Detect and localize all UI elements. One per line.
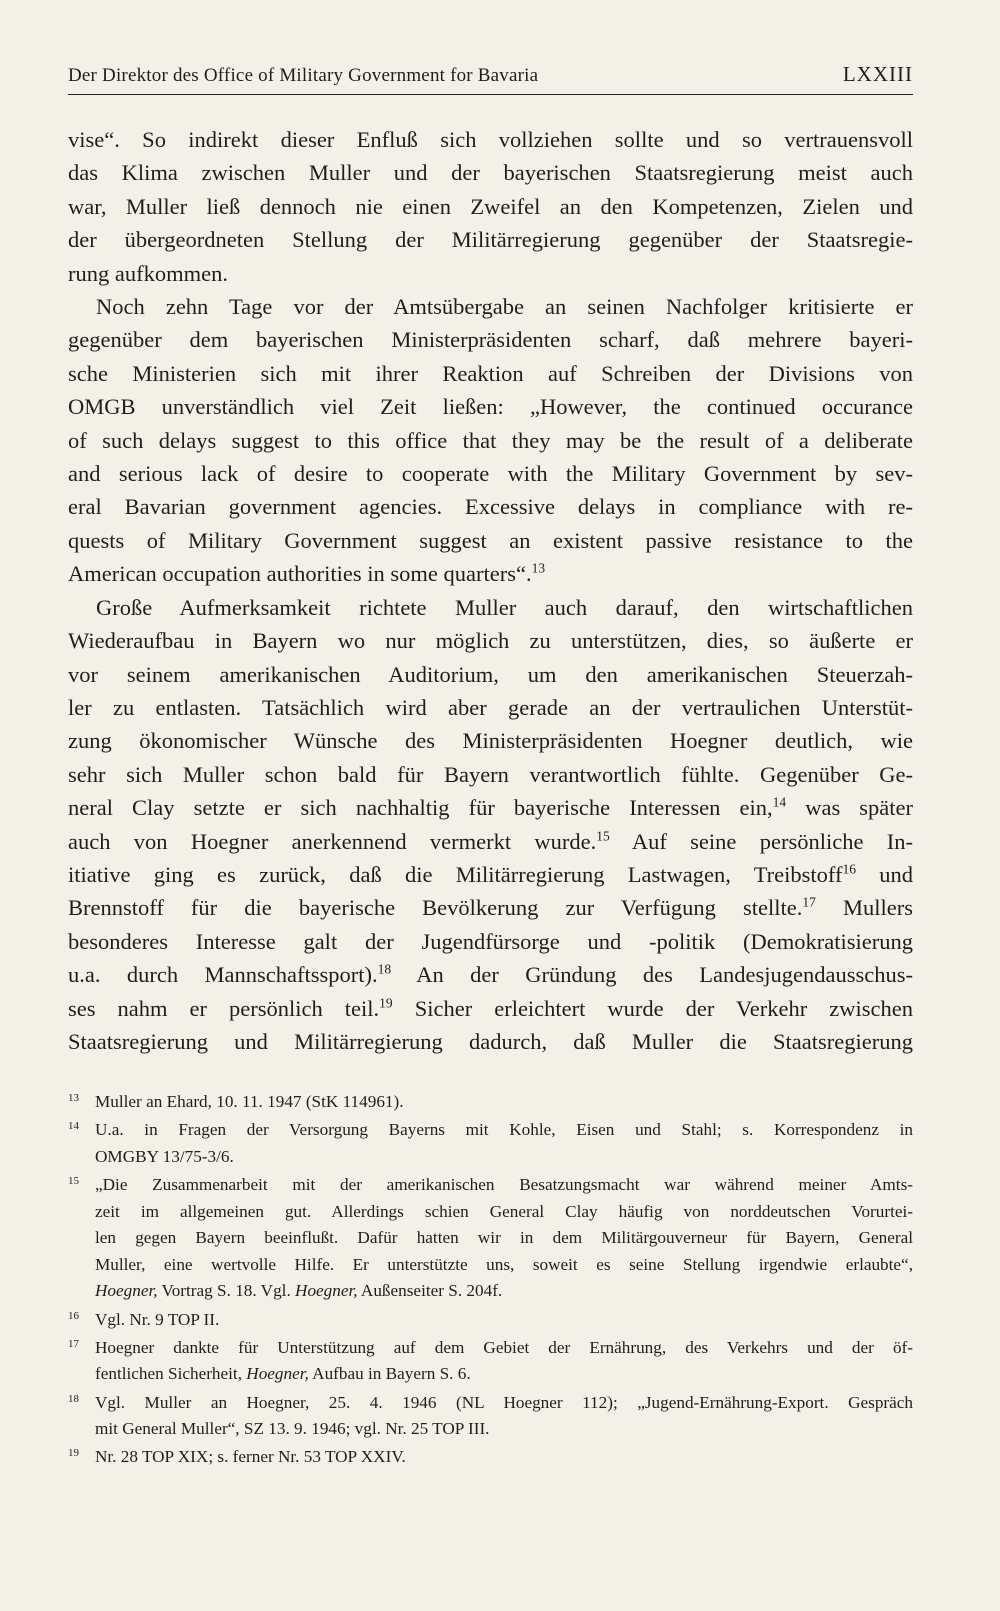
footnote-number: 16 (68, 1309, 79, 1322)
line-text: neral Clay setzte er sich nachhaltig für bayerische Interessen ein, (68, 795, 773, 821)
footnote-line (95, 1278, 913, 1305)
footnote-15 (68, 1172, 913, 1305)
text-line: Wiederaufbau in Bayern wo nur möglich zu unterstützen, dies, so äußerte er (68, 628, 913, 654)
footnote-line (95, 1361, 913, 1388)
text-line: Noch zehn Tage vor der Amtsübergabe an seinen Nachfolger kritisierte er (96, 294, 913, 320)
author-citation: Hoegner, (295, 1281, 358, 1301)
footnote-19 (68, 1444, 913, 1471)
citation-text: Aufbau in Bayern S. 6. (308, 1364, 471, 1384)
text-line (68, 992, 913, 1025)
running-head (68, 62, 913, 87)
line-text: American occupation authorities in some quarters“. (68, 561, 532, 587)
line-text: Auf seine persönliche In- (631, 828, 913, 854)
text-line: gegenüber dem bayerischen Ministerpräsidenten scharf, daß mehrere bayeri- (68, 327, 913, 353)
line-text: Mullers (843, 895, 913, 921)
footnote-line: Nr. 28 TOP XIX; s. ferner Nr. 53 TOP XXIV. (95, 1447, 406, 1467)
footnote-14 (68, 1117, 913, 1170)
footnote-16 (68, 1307, 913, 1334)
footnote-line: Vgl. Muller an Hoegner, 25. 4. 1946 (NL Hoegner 112); „Jugend-Ernährung-Export. Gespräch (95, 1392, 913, 1412)
line-text: Sicher erleichtert wurde der Verkehr zwischen (414, 995, 913, 1021)
citation-text: Außenseiter S. 204f. (357, 1281, 503, 1301)
text-line: quests of Military Government suggest an existent passive resistance to the (68, 527, 913, 553)
text-line (68, 858, 913, 891)
text-line (68, 891, 913, 924)
text-line: vise“. So indirekt dieser Enfluß sich vollziehen sollte und so vertrauensvoll (68, 127, 913, 152)
footnote-number: 18 (68, 1392, 79, 1405)
footnote-line: Muller, eine wertvolle Hilfe. Er unterstützte uns, soweit es seine Stellung irgendwie erlaubte“, (95, 1254, 913, 1274)
running-title: Der Direktor des Office of Military Government for Bavaria (68, 65, 539, 86)
line-text: was später (805, 795, 914, 821)
paragraph-1 (68, 123, 913, 290)
footnote-17 (68, 1335, 913, 1388)
text-line: vor seinem amerikanischen Auditorium, um den amerikanischen Steuerzah- (68, 661, 913, 687)
text-line: of such delays suggest to this office that they may be the result of a deliberate (68, 427, 913, 453)
paragraph-3 (68, 591, 913, 1059)
citation-text: fentlichen Sicherheit, (95, 1364, 247, 1384)
header-rule (68, 94, 913, 95)
author-citation: Hoegner, (246, 1364, 309, 1384)
text-line: eral Bavarian government agencies. Excessive delays in compliance with re- (68, 494, 913, 520)
footnote-ref[interactable]: 19 (379, 995, 393, 1011)
text-line (68, 557, 913, 590)
line-text: u.a. durch Mannschaftssport). (68, 962, 378, 988)
footnote-line: OMGBY 13/75-3/6. (95, 1146, 234, 1166)
author-citation: Hoegner, (95, 1281, 158, 1301)
text-line (68, 825, 913, 858)
footnote-line: len gegen Bayern beeinflußt. Dafür hatten wir in dem Militärgouverneur für Bayern, General (95, 1228, 913, 1248)
line-text: An der Gründung des Landesjugendausschus- (416, 962, 913, 988)
footnote-number: 13 (68, 1092, 79, 1104)
text-line: and serious lack of desire to cooperate with the Military Government by sev- (68, 461, 913, 487)
footnote-ref[interactable]: 15 (596, 828, 610, 844)
footnote-ref[interactable]: 14 (772, 794, 787, 810)
text-line: sehr sich Muller schon bald für Bayern verantwortlich fühlte. Gegenüber Ge- (68, 761, 913, 787)
text-line (68, 958, 913, 991)
footnote-13 (68, 1089, 913, 1116)
text-line: das Klima zwischen Muller und der bayerischen Staatsregierung meist auch (68, 160, 913, 186)
line-text: ses nahm er persönlich teil. (68, 995, 380, 1021)
footnote-ref[interactable]: 13 (531, 560, 546, 576)
footnote-line: mit General Muller“, SZ 13. 9. 1946; vgl. Nr. 25 TOP III. (95, 1419, 490, 1439)
footnote-line: „Die Zusammenarbeit mit der amerikanischen Besatzungsmacht war während meiner Amts- (95, 1174, 913, 1194)
footnote-number: 14 (68, 1120, 79, 1133)
footnote-line: zeit im allgemeinen gut. Allerdings schien General Clay häufig von norddeutschen Vorurtei- (95, 1201, 913, 1221)
text-line: OMGB unverständlich viel Zeit ließen: „However, the continued occurance (68, 394, 913, 420)
text-line: zung ökonomischer Wünsche des Ministerpräsidenten Hoegner deutlich, wie (68, 728, 913, 754)
footnote-ref[interactable]: 18 (377, 961, 392, 977)
text-line: war, Muller ließ dennoch nie einen Zweifel an den Kompetenzen, Zielen und (68, 193, 913, 219)
footnotes (68, 1089, 913, 1472)
main-text (68, 123, 913, 1058)
text-line: ler zu entlasten. Tatsächlich wird aber gerade an der vertraulichen Unterstüt- (68, 694, 913, 720)
text-line (68, 791, 913, 824)
line-text: Brennstoff für die bayerische Bevölkerung zur Verfügung stellte. (68, 895, 803, 921)
text-line: Große Aufmerksamkeit richtete Muller auch darauf, den wirtschaftlichen (96, 594, 913, 620)
footnote-number: 17 (68, 1337, 79, 1350)
footnote-number: 15 (68, 1174, 79, 1187)
text-line: sche Ministerien sich mit ihrer Reaktion auf Schreiben der Divisions von (68, 360, 913, 386)
line-text: auch von Hoegner anerkennend vermerkt wurde. (68, 828, 597, 854)
footnote-ref[interactable]: 17 (802, 894, 816, 910)
citation-text: Vortrag S. 18. Vgl. (157, 1281, 296, 1301)
footnote-line: Hoegner dankte für Unterstützung auf dem Gebiet der Ernährung, des Verkehrs und der öf- (95, 1337, 913, 1357)
text-line: besonderes Interesse galt der Jugendfürsorge und -politik (Demokratisierung (68, 928, 913, 954)
page-number: LXXIII (842, 62, 913, 86)
footnote-18 (68, 1390, 913, 1443)
line-text: itiative ging es zurück, daß die Militärregierung Lastwagen, Treibstoff (68, 861, 843, 887)
text-line: rung aufkommen. (68, 260, 228, 286)
footnote-number: 19 (68, 1447, 79, 1460)
paragraph-2 (68, 290, 913, 591)
text-line: Staatsregierung und Militärregierung dadurch, daß Muller die Staatsregierung (68, 1028, 913, 1054)
footnote-line: Muller an Ehard, 10. 11. 1947 (StK 114961). (95, 1092, 404, 1111)
footnote-line: U.a. in Fragen der Versorgung Bayerns mit Kohle, Eisen und Stahl; s. Korrespondenz in (95, 1120, 913, 1140)
text-line: der übergeordneten Stellung der Militärregierung gegenüber der Staatsregie- (68, 227, 913, 253)
line-text: und (879, 861, 914, 887)
footnote-line: Vgl. Nr. 9 TOP II. (95, 1309, 220, 1329)
footnote-ref[interactable]: 16 (842, 861, 856, 877)
